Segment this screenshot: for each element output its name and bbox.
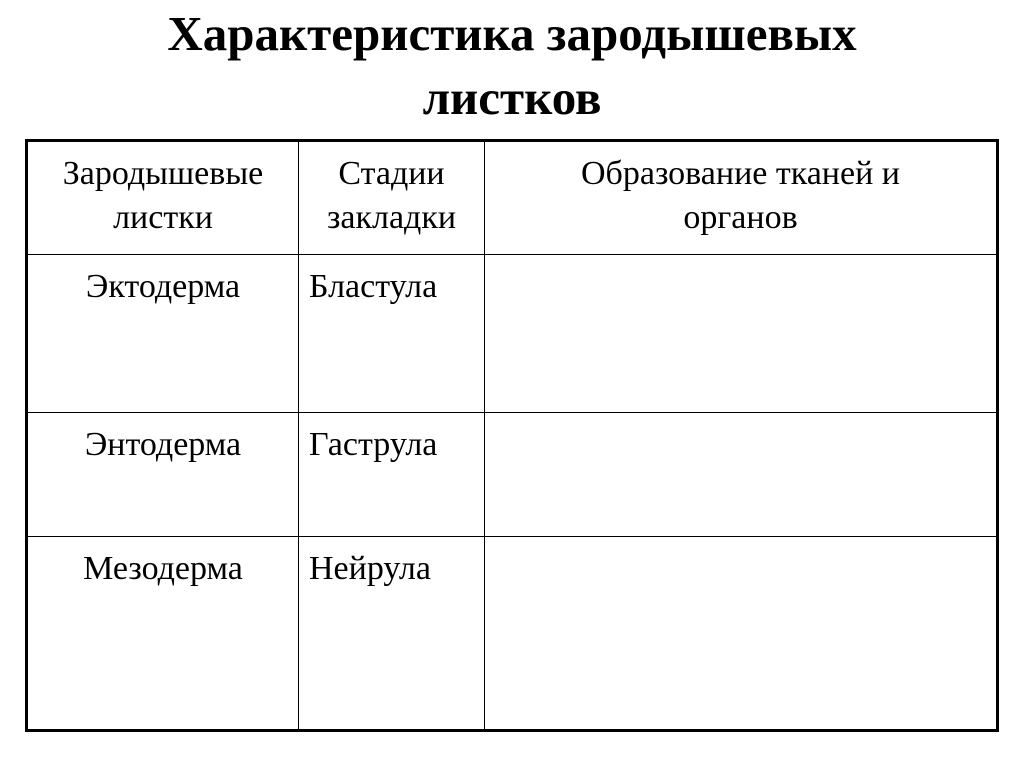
- table-header-row: [27, 141, 998, 255]
- header-formation: [485, 141, 998, 255]
- header-stages: [299, 141, 485, 255]
- header-germ-layers-line-1: Зародышевые: [62, 155, 264, 192]
- cell-layer: Энтодерма: [27, 413, 299, 537]
- cell-formation: [485, 413, 998, 537]
- page-title-line-1: Характеристика зародышевых: [167, 6, 857, 61]
- germ-layers-table: [25, 139, 999, 732]
- header-stages-line-1: Стадии: [338, 155, 445, 192]
- page-title-line-2: листков: [422, 70, 602, 125]
- header-formation-line-2: органов: [683, 199, 798, 236]
- cell-stage: Нейрула: [299, 537, 485, 731]
- header-stages-line-2: закладки: [326, 199, 457, 236]
- header-formation-line-1: Образование тканей и: [581, 155, 900, 192]
- table-row: [27, 255, 998, 413]
- page-title: [0, 2, 1024, 130]
- cell-layer: Эктодерма: [27, 255, 299, 413]
- cell-formation: [485, 255, 998, 413]
- header-germ-layers: [27, 141, 299, 255]
- cell-stage: Бластула: [299, 255, 485, 413]
- cell-formation: [485, 537, 998, 731]
- header-germ-layers-line-2: листки: [113, 199, 213, 236]
- cell-stage: Гаструла: [299, 413, 485, 537]
- cell-layer: Мезодерма: [27, 537, 299, 731]
- table-row: [27, 537, 998, 731]
- table-row: [27, 413, 998, 537]
